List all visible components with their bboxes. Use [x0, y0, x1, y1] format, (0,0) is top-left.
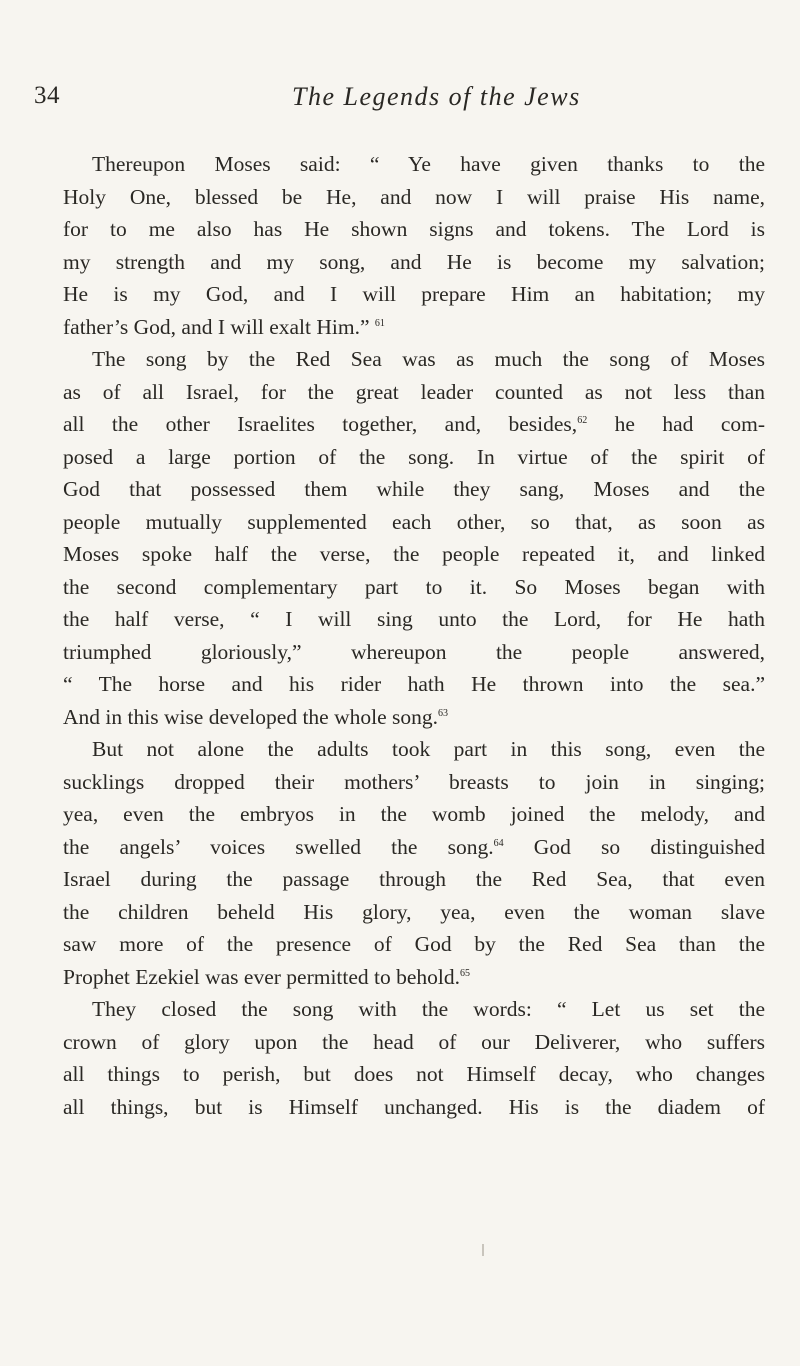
text-fragment: father’s God, and I will exalt Him.” [63, 314, 370, 339]
text-line: Moses spoke half the verse, the people repeated it, and linked [63, 542, 765, 566]
paragraph [63, 993, 765, 1123]
text-line: the children beheld His glory, yea, even the woman slave [63, 899, 765, 924]
text-line [63, 831, 765, 864]
footnote-marker: 65 [460, 967, 471, 979]
footnote-marker: 64 [493, 837, 504, 849]
text-line [63, 961, 765, 994]
paragraph [63, 343, 765, 733]
text-line: yea, even the embryos in the womb joined the melody, and [63, 802, 765, 826]
text-line: Thereupon Moses said: “ Ye have given thanks to the [92, 152, 765, 176]
text-fragment: Prophet Ezekiel was ever permitted to behold. [63, 964, 461, 989]
text-fragment: And in this wise developed the whole song. [63, 704, 439, 729]
text-line: the half verse, “ I will sing unto the Lord, for He hath [63, 607, 765, 631]
text-line: all things to perish, but does not Himself decay, who changes [63, 1062, 765, 1086]
text-line: The song by the Red Sea was as much the song of Moses [92, 347, 765, 371]
footnote-marker: 62 [577, 414, 588, 426]
text-line: He is my God, and I will prepare Him an habitation; my [63, 282, 765, 306]
text-line [63, 311, 765, 344]
text-fragment: God so distinguished [503, 834, 765, 859]
text-line: Israel during the passage through the Red Sea, that even [63, 867, 765, 891]
text-line [63, 408, 765, 441]
page-number: 34 [34, 82, 60, 109]
text-fragment: he had com- [587, 412, 766, 436]
text-line: posed a large portion of the song. In virtue of the spirit of [63, 444, 765, 469]
text-line: saw more of the presence of God by the Red Sea than the [63, 932, 765, 956]
text-line: sucklings dropped their mothers’ breasts to join in singing; [63, 769, 765, 794]
page-mark [482, 1244, 484, 1256]
text-line: for to me also has He shown signs and tokens. The Lord is [63, 217, 765, 241]
text-line: as of all Israel, for the great leader counted as not less than [63, 379, 765, 404]
running-title: The Legends of the Jews [292, 82, 581, 111]
footnote-marker: 61 [374, 317, 385, 329]
text-line: people mutually supplemented each other, so that, as soon as [63, 509, 765, 534]
text-line: God that possessed them while they sang, Moses and the [63, 477, 765, 501]
text-fragment: all the other Israelites together, and, besides, [63, 412, 578, 436]
body-text [63, 148, 765, 1123]
running-head [34, 82, 734, 122]
paragraph [63, 148, 765, 343]
text-line: Holy One, blessed be He, and now I will praise His name, [63, 184, 765, 209]
text-line: the second complementary part to it. So Moses began with [63, 574, 765, 599]
text-line: all things, but is Himself unchanged. His is the diadem of [63, 1094, 765, 1119]
paragraph [63, 733, 765, 993]
footnote-marker: 63 [438, 707, 449, 719]
text-line: They closed the song with the words: “ Let us set the [92, 997, 765, 1021]
text-line: triumphed gloriously,” whereupon the people answered, [63, 639, 765, 664]
text-line: But not alone the adults took part in this song, even the [92, 737, 765, 761]
text-line: my strength and my song, and He is become my salvation; [63, 249, 765, 274]
text-fragment: the angels’ voices swelled the song. [63, 834, 494, 859]
text-line: crown of glory upon the head of our Deliverer, who suffers [63, 1029, 765, 1054]
text-line [63, 701, 765, 734]
text-line: “ The horse and his rider hath He thrown into the sea.” [63, 672, 765, 696]
